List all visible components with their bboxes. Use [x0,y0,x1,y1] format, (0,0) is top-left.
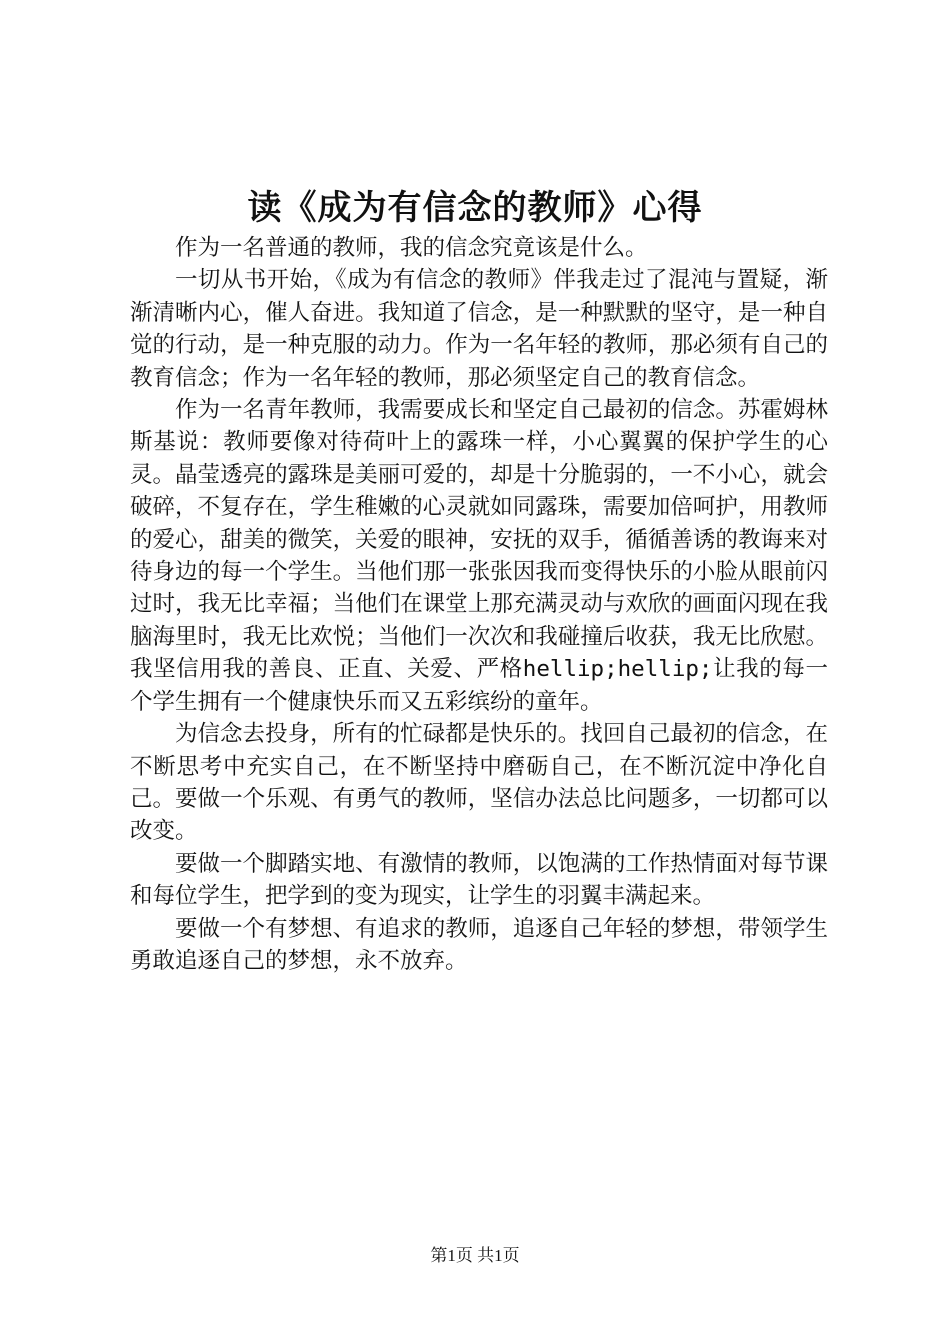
page-footer: 第1页 共1页 [430,1246,520,1265]
paragraph: 要做一个脚踏实地、有激情的教师，以饱满的工作热情面对每节课和每位学生，把学到的变为现实，让学生的羽翼丰满起来。 [130,850,828,910]
paragraph: 一切从书开始，《成为有信念的教师》伴我走过了混沌与置疑，渐渐清晰内心，催人奋进。我知道了信念，是一种默默的坚守，是一种自觉的行动，是一种克服的动力。作为一名年轻的教师，那必须有自己的教育信念；作为一名年轻的教师，那必须坚定自己的教育信念。 [130,267,828,391]
document-title: 读《成为有信念的教师》心得 [247,188,703,228]
paragraph: 作为一名青年教师，我需要成长和坚定自己最初的信念。苏霍姆林斯基说：教师要像对待荷叶上的露珠一样，小心翼翼的保护学生的心灵。晶莹透亮的露珠是美丽可爱的，却是十分脆弱的，一不小心，就会破碎，不复存在，学生稚嫩的心灵就如同露珠，需要加倍呵护，用教师的爱心，甜美的微笑，关爱的眼神，安抚的双手，循循善诱的教诲来对待身边的每一个学生。当他们那一张张因我而变得快乐的小脸从眼前闪过时，我无比幸福；当他们在课堂上那充满灵动与欢欣的画面闪现在我脑海里时，我无比欢悦；当他们一次次和我碰撞后收获，我无比欣慰。我坚信用我的善良、正直、关爱、严格hellip;hellip;让我的每一个学生拥有一个健康快乐而又五彩缤纷的童年。 [130,397,828,715]
paragraph: 要做一个有梦想、有追求的教师，追逐自己年轻的梦想，带领学生勇敢追逐自己的梦想，永不放弃。 [130,915,828,974]
paragraph: 为信念去投身，所有的忙碌都是快乐的。找回自己最初的信念，在不断思考中充实自己，在不断坚持中磨砺自己，在不断沉淀中净化自己。要做一个乐观、有勇气的教师，坚信办法总比问题多，一切都可以改变。 [130,721,828,845]
document-body [130,232,828,977]
paragraph: 作为一名普通的教师，我的信念究竟该是什么。 [175,235,648,261]
